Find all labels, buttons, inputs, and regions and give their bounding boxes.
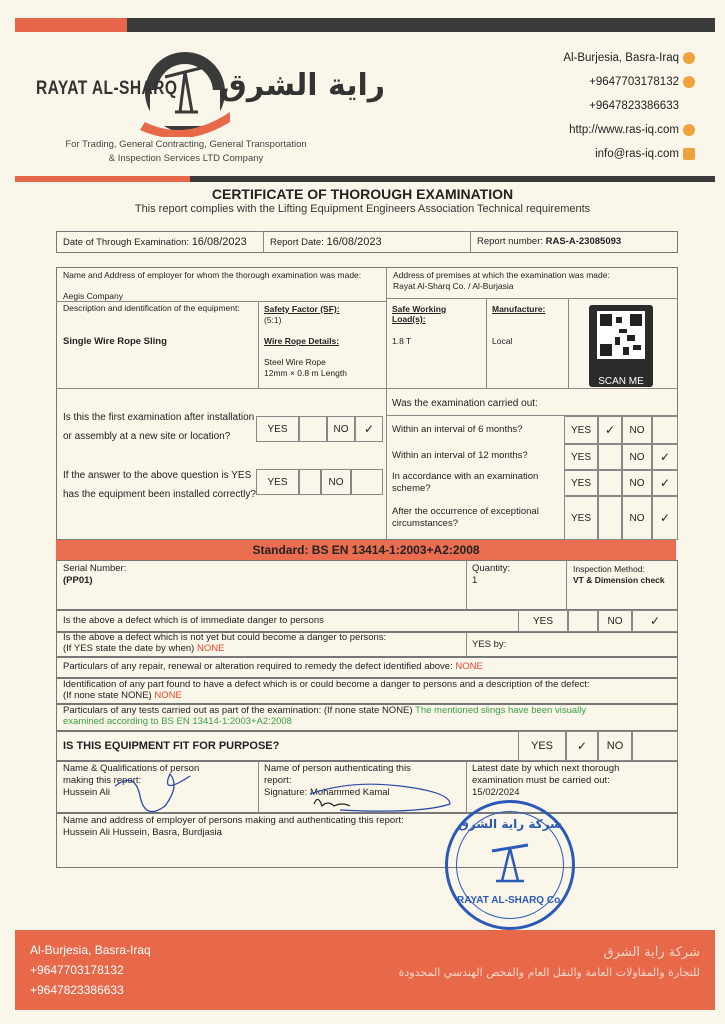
divider <box>466 560 467 610</box>
footer-arabic-line-2: للتجارة والمقاولات العامة والنقل العام والفحص الهندسي المحدودة <box>398 966 700 979</box>
premises-label: Address of premises at which the examination was made: <box>393 270 610 280</box>
company-stamp <box>445 800 575 930</box>
premises-value: Rayat Al-Sharq Co. / Al-Burjasia <box>393 281 514 291</box>
ident-hint: (If none state NONE) <box>63 690 152 701</box>
employer-reporter-label: Name and address of employer of persons making and authenticating this report: <box>63 815 404 826</box>
ident-question-2 <box>63 690 182 702</box>
footer-contact <box>30 940 151 1000</box>
location-icon <box>683 52 695 64</box>
auth-label-2: report: <box>264 775 292 786</box>
scheme-no[interactable]: NO <box>622 470 652 496</box>
certificate-title: CERTIFICATE OF THOROUGH EXAMINATION <box>211 186 514 202</box>
report-number-label: Report number: <box>477 236 544 247</box>
future-question-hint: (If YES state the date by when) <box>63 643 195 654</box>
exam-date <box>63 236 247 249</box>
ident-question-1: Identification of any part found to have a defect which is or could become a danger to persons and a description of the defect: <box>63 679 590 690</box>
quantity-value: 1 <box>472 575 478 586</box>
q6-yes-tick[interactable]: ✓ <box>598 416 622 444</box>
repair-value: NONE <box>455 661 483 672</box>
employer-reporter-value: Hussein Ali Hussein, Basra, Burdjasia <box>63 827 222 838</box>
first-exam-no[interactable]: NO <box>327 416 355 442</box>
divider <box>56 301 386 302</box>
divider <box>466 632 467 657</box>
divider <box>466 761 467 813</box>
address-text: Al-Burjesia, Basra-Iraq <box>563 52 679 65</box>
installed-yes-box[interactable] <box>299 469 321 495</box>
safety-factor-value: (5:1) <box>264 315 282 325</box>
fit-no-box[interactable] <box>632 731 678 761</box>
serial-label: Serial Number: <box>63 563 127 574</box>
fit-yes-tick[interactable]: ✓ <box>566 731 598 761</box>
report-date-label: Report Date: <box>270 237 324 248</box>
manufacture-value: Local <box>492 336 513 346</box>
method-value: VT & Dimension check <box>573 575 665 585</box>
header-phone-2 <box>475 100 695 112</box>
website-link[interactable]: http://www.ras-iq.com <box>569 124 679 137</box>
divider <box>56 388 678 389</box>
q12-no-tick[interactable]: ✓ <box>652 444 678 470</box>
footer-phone-1: +9647703178132 <box>30 963 124 977</box>
immediate-question: Is the above a defect which is of immediate danger to persons <box>63 615 324 626</box>
divider <box>566 560 567 610</box>
wire-rope-label: Wire Rope Details: <box>264 336 340 346</box>
phone-icon <box>683 76 695 88</box>
ident-value: NONE <box>154 690 182 701</box>
footer-arabic <box>300 945 700 979</box>
immediate-no-tick[interactable]: ✓ <box>632 610 678 632</box>
qr-code[interactable] <box>589 305 653 387</box>
spacer-icon <box>683 100 695 112</box>
phone-1-text: +9647703178132 <box>589 76 679 89</box>
q6-no-box[interactable] <box>652 416 678 444</box>
future-question-1: Is the above a defect which is not yet but could become a danger to persons: <box>63 632 387 643</box>
header-divider <box>15 176 715 182</box>
divider <box>258 301 259 388</box>
latest-label-2: examination must be carried out: <box>472 775 610 786</box>
divider <box>470 231 471 253</box>
exam-date-value: 16/08/2023 <box>191 236 247 248</box>
q12-yes-box[interactable] <box>598 444 622 470</box>
q6-no[interactable]: NO <box>622 416 652 444</box>
divider <box>386 298 678 299</box>
safety-factor-label: Safety Factor (SF): <box>264 304 340 314</box>
signature-hussein <box>110 766 200 816</box>
brand-name-ar: راية الشرق <box>220 68 386 103</box>
email-link[interactable]: info@ras-iq.com <box>595 148 679 161</box>
exam-date-label: Date of Through Examination: <box>63 237 190 248</box>
footer-arabic-line-1: شركة راية الشرق <box>603 945 700 960</box>
method-label: Inspection Method: <box>573 564 645 574</box>
q-scheme: In accordance with an examination scheme? <box>392 471 539 494</box>
report-number-value: RAS-A-23085093 <box>545 236 622 247</box>
latest-value: 15/02/2024 <box>472 787 520 798</box>
globe-icon <box>683 124 695 136</box>
wire-rope-value-2: 12mm × 0.8 m Length <box>264 368 347 378</box>
report-number <box>477 236 621 248</box>
installed-no[interactable]: NO <box>321 469 351 495</box>
swl-value: 1.8 T <box>392 336 412 346</box>
employer-value: Aegis Company <box>63 291 124 301</box>
repair-label: Particulars of any repair, renewal or alteration required to remedy the defect identified above: <box>63 661 453 672</box>
scheme-yes-box[interactable] <box>598 470 622 496</box>
divider <box>263 231 264 253</box>
top-bar <box>15 18 715 32</box>
tests-value-1: The mentioned slings have been visually <box>415 705 587 716</box>
yes-by-label: YES by: <box>472 639 507 650</box>
exceptional-no-tick[interactable]: ✓ <box>652 496 678 540</box>
q-12-months: Within an interval of 12 months? <box>392 450 528 461</box>
carried-out-label: Was the examination carried out: <box>392 398 538 409</box>
description-value: Single Wire Rope Sling <box>63 336 167 347</box>
exceptional-no[interactable]: NO <box>622 496 652 540</box>
certificate-subtitle: This report complies with the Lifting Equipment Engineers Association Technical requirements <box>134 203 591 215</box>
company-tagline <box>36 138 336 166</box>
scheme-no-tick[interactable]: ✓ <box>652 470 678 496</box>
manufacture-label: Manufacture: <box>492 304 546 314</box>
report-date <box>270 236 382 249</box>
q-exceptional: After the occurrence of exceptional circumstances? <box>392 506 539 529</box>
tests-value-2: examined according to BS EN 13414-1:2003+A2:2008 <box>63 716 292 727</box>
divider <box>568 298 569 388</box>
standard-bar: Standard: BS EN 13414-1:2003+A2:2008 <box>56 540 676 560</box>
fit-no[interactable]: NO <box>598 731 632 761</box>
divider <box>386 267 387 540</box>
person-value: Hussein Ali <box>63 787 110 798</box>
header-phone-1 <box>475 76 695 88</box>
header-email[interactable] <box>475 148 695 160</box>
first-exam-no-tick[interactable]: ✓ <box>355 416 383 442</box>
scan-me-label: SCAN ME <box>598 376 644 387</box>
immediate-yes-box[interactable] <box>568 610 598 632</box>
tests-label: Particulars of any tests carried out as part of the examination: (If none state NONE) <box>63 705 413 716</box>
report-date-value: 16/08/2023 <box>326 236 382 248</box>
immediate-yes[interactable]: YES <box>518 610 568 632</box>
exceptional-yes-box[interactable] <box>598 496 622 540</box>
q6-yes[interactable]: YES <box>564 416 598 444</box>
serial-value: (PP01) <box>63 575 93 586</box>
header-website[interactable] <box>475 124 695 136</box>
footer-address: Al-Burjesia, Basra-Iraq <box>30 943 151 957</box>
q12-no[interactable]: NO <box>622 444 652 470</box>
first-exam-yes[interactable]: YES <box>256 416 299 442</box>
divider <box>258 761 259 813</box>
fit-yes[interactable]: YES <box>518 731 566 761</box>
qr-icon <box>589 305 653 369</box>
employer-label: Name and Address of employer for whom the thorough examination was made: <box>63 270 362 280</box>
wire-rope-value-1: Steel Wire Rope <box>264 357 326 367</box>
tagline-line-1: For Trading, General Contracting, General Transportation <box>65 139 307 150</box>
q12-yes[interactable]: YES <box>564 444 598 470</box>
q-6-months: Within an interval of 6 months? <box>392 424 523 435</box>
latest-label-1: Latest date by which next thorough <box>472 763 620 774</box>
phone-2-text: +9647823386633 <box>589 100 679 113</box>
stamp-english-text: RAYAT AL-SHARQ Co. <box>457 895 563 906</box>
exceptional-yes[interactable]: YES <box>564 496 598 540</box>
installed-no-box[interactable] <box>351 469 383 495</box>
oil-pump-icon <box>490 841 530 885</box>
scheme-yes[interactable]: YES <box>564 470 598 496</box>
immediate-no[interactable]: NO <box>598 610 632 632</box>
footer-phone-2: +9647823386633 <box>30 983 124 997</box>
tagline-line-2: & Inspection Services LTD Company <box>108 153 264 164</box>
repair-question <box>63 661 483 673</box>
swl-label: Safe Working Load(s): <box>392 304 447 324</box>
installed-question: If the answer to the above question is YES has the equipment been installed correctly? <box>63 470 256 500</box>
brand-name-en: RAYAT AL-SHARQ <box>36 78 178 99</box>
mail-icon <box>683 148 695 160</box>
description-label: Description and identification of the equipment: <box>63 303 240 313</box>
person-label-2: making this report: <box>63 775 142 786</box>
first-exam-yes-box[interactable] <box>299 416 327 442</box>
person-label-1: Name & Qualifications of person <box>63 763 200 774</box>
first-exam-question: Is this the first examination after installation or assembly at a new site or location? <box>63 412 255 442</box>
auth-label-1: Name of person authenticating this <box>264 763 411 774</box>
quantity-label: Quantity: <box>472 563 511 574</box>
auth-value: Signature: Mohammed Kamal <box>264 787 390 798</box>
divider <box>486 298 487 388</box>
installed-yes[interactable]: YES <box>256 469 299 495</box>
future-question-2 <box>63 643 224 655</box>
header-address <box>475 52 695 64</box>
future-none: NONE <box>196 643 225 654</box>
fit-question: IS THIS EQUIPMENT FIT FOR PURPOSE? <box>63 740 280 752</box>
stamp-arabic-text: شركة راية الشرق <box>458 817 562 831</box>
